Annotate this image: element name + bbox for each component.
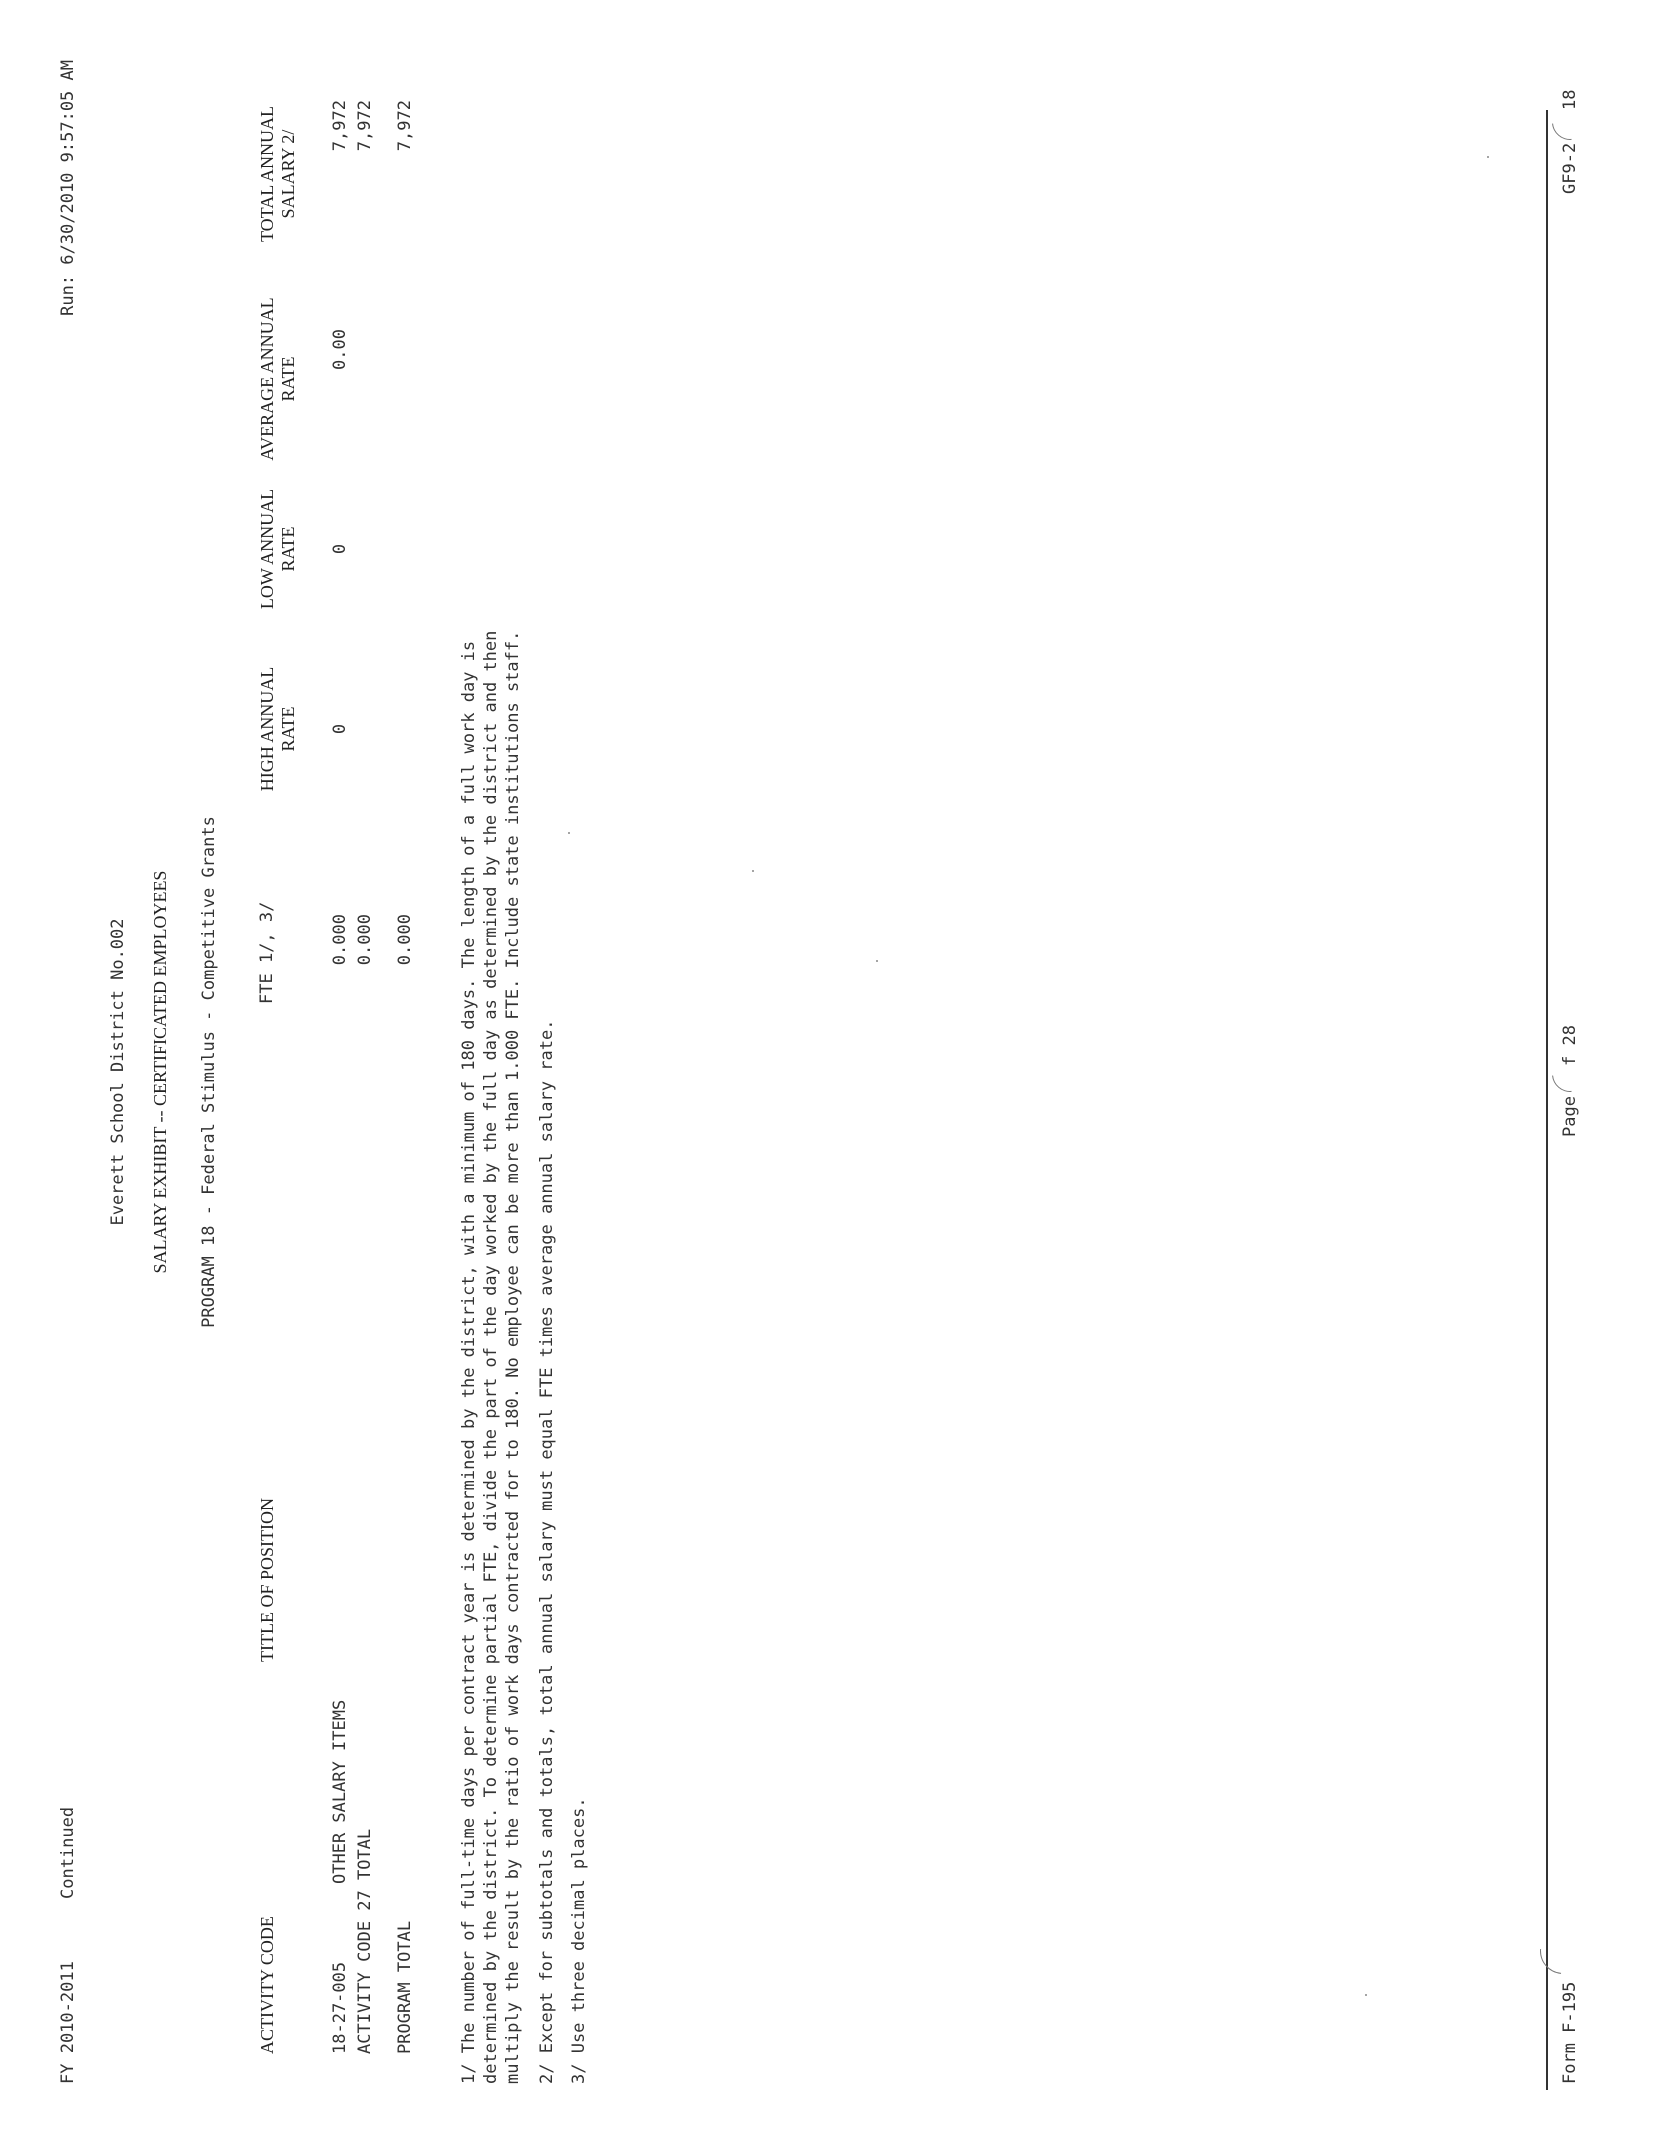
exhibit-title: SALARY EXHIBIT -- CERTIFICATED EMPLOYEES (150, 870, 170, 1274)
row-average-rate: 0.00 (330, 329, 350, 370)
scan-speck (1487, 156, 1489, 158)
program-title: PROGRAM 18 - Federal Stimulus - Competitive Grants (199, 816, 219, 1328)
footnote-1-line-1: 1/ The number of full-time days per contract year is determined by the district, with a minimum of 180 days. The length of a full work day is (459, 640, 479, 2084)
col-high-rate (257, 659, 299, 799)
footnote-1-line-3: multiply the result by the ratio of work days contracted for to 180. No employee can be more than 1.000 FTE. Include state institutions staff. (503, 630, 523, 2084)
col-total-salary-line2: SALARY 2/ (278, 129, 298, 219)
col-activity-code: ACTIVITY CODE (257, 1916, 277, 2054)
row-total-salary: 7,972 (355, 100, 375, 152)
district-name: Everett School District No.002 (108, 918, 128, 1226)
footnote-1-line-2: determined by the district. To determine partial FTE, divide the part of the day worked by the full day as determined by the district and then (481, 630, 501, 2084)
pen-mark (1531, 1919, 1596, 1984)
col-low-rate (257, 479, 299, 619)
row-fte: 0.000 (330, 914, 350, 966)
run-timestamp: Run: 6/30/2010 9:57:05 AM (58, 60, 78, 316)
form-code: GF9-2 (1560, 142, 1580, 194)
scan-speck (568, 832, 570, 834)
col-average-rate-line2: RATE (278, 356, 298, 402)
page-of-total: f 28 (1560, 1025, 1580, 1066)
row-activity-code: PROGRAM TOTAL (395, 1920, 415, 2054)
footer-rule (1546, 110, 1548, 2090)
form-code-suffix: 18 (1560, 89, 1580, 110)
col-average-rate-line1: AVERAGE ANNUAL (257, 297, 277, 461)
col-high-rate-line1: HIGH ANNUAL (257, 666, 277, 792)
col-low-rate-line1: LOW ANNUAL (257, 488, 277, 610)
col-total-salary (257, 99, 299, 249)
row-total-salary: 7,972 (395, 100, 415, 152)
footnote-2: 2/ Except for subtotals and totals, total annual salary must equal FTE times average annual salary rate. (537, 1019, 557, 2084)
col-average-rate (257, 294, 299, 464)
footnote-3: 3/ Use three decimal places. (569, 1797, 589, 2084)
row-activity-code: 18-27-005 (330, 1961, 350, 2054)
row-low-rate: 0 (330, 543, 350, 555)
row-activity-code: ACTIVITY CODE 27 TOTAL (355, 1828, 375, 2054)
continued-label: Continued (58, 1806, 78, 1899)
row-title: OTHER SALARY ITEMS (330, 1699, 350, 1884)
row-high-rate: 0 (330, 723, 350, 735)
col-high-rate-line2: RATE (278, 706, 298, 752)
scan-speck (1365, 1994, 1367, 1996)
form-number: Form F-195 (1560, 1981, 1580, 2084)
row-fte: 0.000 (395, 914, 415, 966)
page-label: Page (1560, 1096, 1580, 1137)
col-title-of-position: TITLE OF POSITION (257, 1498, 277, 1662)
scan-speck (752, 870, 754, 872)
row-fte: 0.000 (355, 914, 375, 966)
col-low-rate-line2: RATE (278, 526, 298, 572)
row-total-salary: 7,972 (330, 100, 350, 152)
fiscal-year: FY 2010-2011 (58, 1961, 78, 2084)
scan-speck (876, 960, 878, 962)
col-fte: FTE 1/, 3/ (257, 901, 277, 1004)
col-total-salary-line1: TOTAL ANNUAL (257, 105, 277, 243)
